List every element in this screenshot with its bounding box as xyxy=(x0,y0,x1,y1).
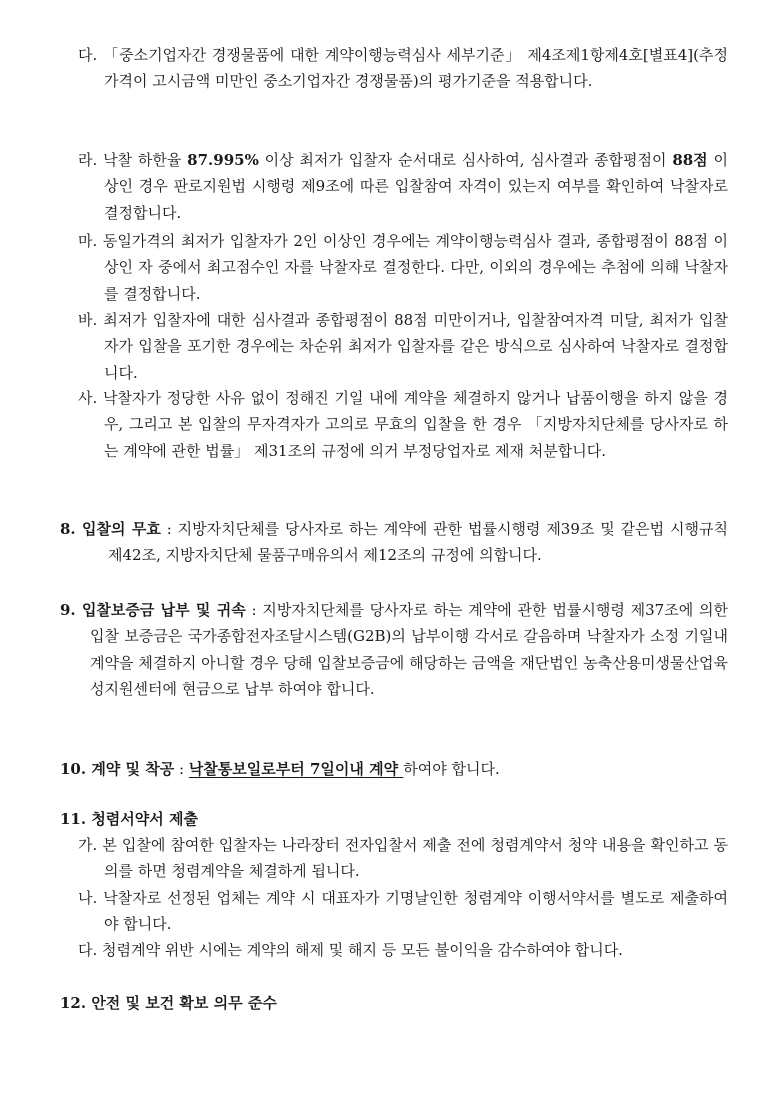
item-marker: 다. xyxy=(78,46,98,64)
list-item-ma xyxy=(78,228,728,307)
score-threshold: 88점 xyxy=(672,151,708,169)
section-11-title xyxy=(60,806,728,832)
item-text: 최저가 입찰자에 대한 심사결과 종합평점이 88점 미만이거나, 입찰참여자격 미달, 최저가 입찰자가 입찰을 포기한 경우에는 차순위 최저가 입찰자를 같은 방식으로 심사하여 낙찰자로 결정합니다. xyxy=(103,311,728,382)
item-marker: 가. xyxy=(78,836,98,854)
section-8 xyxy=(60,516,728,569)
item-marker: 사. xyxy=(78,389,98,407)
item-marker: 바. xyxy=(78,311,98,329)
section-10-title: 10. 계약 및 착공 xyxy=(60,760,175,778)
list-item-ba xyxy=(78,307,728,386)
item-marker: 마. xyxy=(78,232,98,250)
separator: : xyxy=(245,601,263,619)
item-text: 낙찰자로 선정된 업체는 계약 시 대표자가 기명날인한 청렴계약 이행서약서를 별도로 제출하여야 합니다. xyxy=(103,889,728,934)
section-11-heading: 11. 청렴서약서 제출 xyxy=(60,810,198,828)
section-9-body: 지방자치단체를 당사자로 하는 계약에 관한 법률시행령 제37조에 의한 입찰 보증금은 국가종합전자조달시스템(G2B)의 납부이행 각서로 갈음하며 낙찰자가 소정 기일내 계약을 체결하지 아니할 경우 당해 입찰보증금에 해당하는 금액을 재단법인 농축산용미생물산업육성지원센터에 현금으로 납부 하여야 합니다. xyxy=(90,601,729,698)
item-text: 동일가격의 최저가 입찰자가 2인 이상인 경우에는 계약이행능력심사 결과, 종합평점이 88점 이상인 자 중에서 최고점수인 자를 낙찰자로 결정한다. 다만, 이외의 경우에는 추첨에 의해 낙찰자를 결정합니다. xyxy=(102,232,728,303)
list-item-da xyxy=(78,42,728,95)
section-9 xyxy=(60,597,728,702)
list-item-ga xyxy=(78,832,728,885)
section-8-title: 8. 입찰의 무효 xyxy=(60,520,161,538)
section-8-body: 지방자치단체를 당사자로 하는 계약에 관한 법률시행령 제39조 및 같은법 시행규칙 제42조, 지방자치단체 물품구매유의서 제12조의 규정에 의합니다. xyxy=(108,520,728,565)
section-12-title xyxy=(60,990,728,1016)
section-9-title: 9. 입찰보증금 납부 및 귀속 xyxy=(60,601,246,619)
list-item-sa xyxy=(78,385,728,464)
contract-deadline: 낙찰통보일로부터 7일이내 계약 xyxy=(188,760,404,778)
item-text: 청렴계약 위반 시에는 계약의 해제 및 해지 등 모든 불이익을 감수하여야 합니다. xyxy=(102,941,623,959)
item-text: 「중소기업자간 경쟁물품에 대한 계약이행능력심사 세부기준」 제4조제1항제4호[별표4](추정가격이 고시금액 미만인 중소기업자간 경쟁물품)의 평가기준을 적용합니다. xyxy=(103,46,728,91)
list-item-da-2 xyxy=(78,937,728,963)
item-text: 낙찰자가 정당한 사유 없이 정해진 기일 내에 계약을 체결하지 않거나 납품이행을 하지 않을 경우, 그리고 본 입찰의 무자격자가 고의로 무효의 입찰을 한 경우 「지방자치단체를 당사자로 하는 계약에 관한 법률」 제31조의 규정에 의거 부정당업자로 제재 처분합니다. xyxy=(103,389,728,460)
section-12-heading: 12. 안전 및 보건 확보 의무 준수 xyxy=(60,994,277,1012)
section-10-body: 하여야 합니다. xyxy=(403,760,500,778)
item-marker: 다. xyxy=(78,941,98,959)
item-text-mid: 이상 최저가 입찰자 순서대로 심사하여, 심사결과 종합평점이 xyxy=(258,151,673,169)
item-text-post: 이상인 경우 판로지원법 시행령 제9조에 따른 입찰참여 자격이 있는지 여부를 확인하여 낙찰자로 결정합니다. xyxy=(104,151,728,222)
separator: : xyxy=(160,520,178,538)
list-item-ra xyxy=(78,147,728,226)
lower-bound-rate: 87.995% xyxy=(187,151,259,169)
section-10 xyxy=(60,756,728,782)
item-text-pre: 낙찰 하한율 xyxy=(103,151,188,169)
item-text: 본 입찰에 참여한 입찰자는 나라장터 전자입찰서 제출 전에 청렴계약서 청약 내용을 확인하고 동의를 하면 청렴계약을 체결하게 됩니다. xyxy=(102,836,728,881)
item-marker: 라. xyxy=(78,151,98,169)
separator: : xyxy=(174,760,189,778)
list-item-na xyxy=(78,885,728,938)
item-marker: 나. xyxy=(78,889,98,907)
